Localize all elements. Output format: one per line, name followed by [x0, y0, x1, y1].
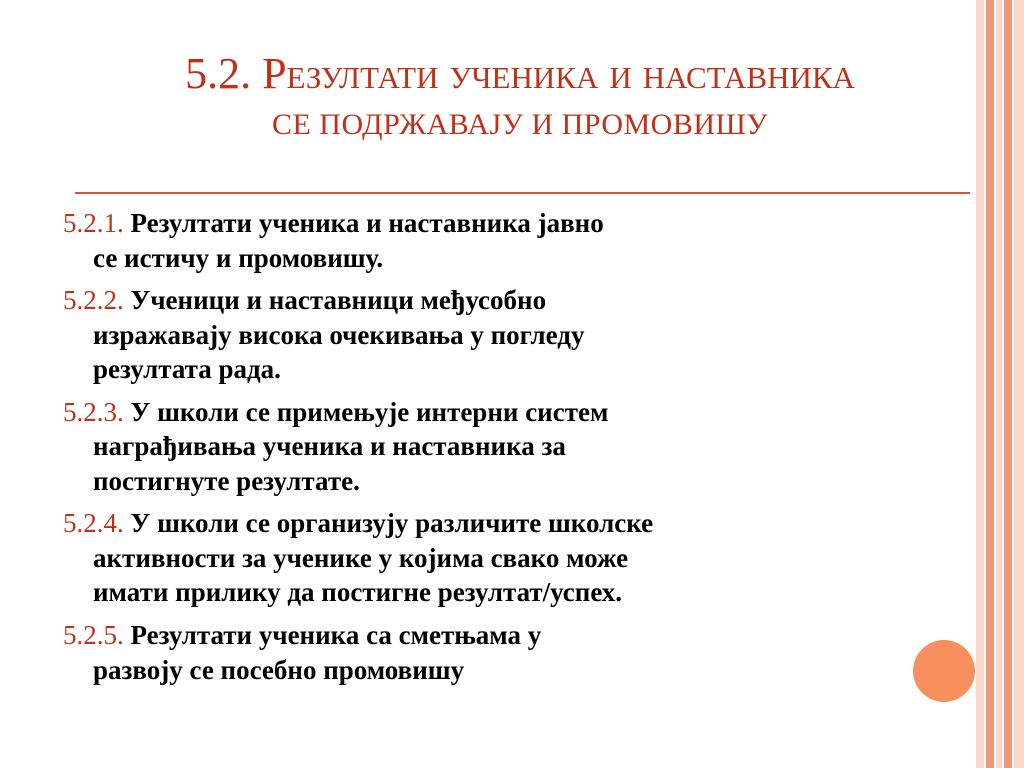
- item-line: [63, 429, 963, 464]
- list-item: [63, 506, 963, 610]
- item-line: [63, 318, 963, 353]
- item-line: [63, 395, 963, 430]
- item-text: награђивања ученика и наставника за: [93, 431, 566, 462]
- item-line: [63, 464, 963, 499]
- stripe: [1004, 0, 1012, 768]
- list-item: [63, 283, 963, 387]
- title-number: 5.2.: [185, 49, 252, 98]
- stripe: [1014, 0, 1024, 768]
- item-line: [63, 352, 963, 387]
- title-divider: [75, 192, 970, 194]
- item-text: изражавају висока очекивања у погледу: [93, 319, 585, 350]
- page-title: [70, 48, 970, 143]
- item-text: се истичу и промовишу.: [93, 242, 384, 273]
- item-text: У школи се организују различите школске: [130, 508, 654, 539]
- stripe: [996, 0, 1002, 768]
- criteria-list: [63, 206, 963, 695]
- item-text: Резултати ученика са сметњама у: [130, 620, 542, 651]
- item-line: [63, 206, 963, 241]
- item-line: [63, 653, 963, 688]
- stripe: [976, 0, 984, 768]
- item-number: 5.2.5.: [63, 620, 124, 651]
- list-item: [63, 206, 963, 275]
- item-text: имати прилику да постигне резултат/успех.: [93, 577, 623, 608]
- title-line-2: СЕ ПОДРЖАВАЈУ И ПРОМОВИШУ: [271, 107, 769, 141]
- decorative-stripes: [976, 0, 1024, 768]
- title-text: Резултати ученика и наставника: [262, 49, 855, 98]
- item-text: Ученици и наставници међусобно: [130, 285, 547, 316]
- item-line: [63, 618, 963, 653]
- item-number: 5.2.2.: [63, 285, 124, 316]
- list-item: [63, 618, 963, 687]
- title-line-1: [70, 48, 970, 101]
- item-text: У школи се примењује интерни систем: [130, 396, 609, 427]
- decorative-circle: [913, 640, 975, 702]
- item-text: развоју се посебно промовишу: [93, 654, 465, 685]
- item-number: 5.2.3.: [63, 396, 124, 427]
- item-text: резултата рада.: [93, 354, 281, 385]
- item-text: активности за ученике у којима свако може: [93, 542, 629, 573]
- stripe: [986, 0, 994, 768]
- item-text: Резултати ученика и наставника јавно: [130, 208, 604, 238]
- item-text: постигнуте резултате.: [93, 465, 360, 496]
- item-line: [63, 575, 963, 610]
- item-number: 5.2.4.: [63, 508, 124, 539]
- item-line: [63, 506, 963, 541]
- item-line: [63, 283, 963, 318]
- item-number: 5.2.1.: [63, 208, 124, 238]
- item-line: [63, 241, 963, 276]
- list-item: [63, 395, 963, 499]
- item-line: [63, 541, 963, 576]
